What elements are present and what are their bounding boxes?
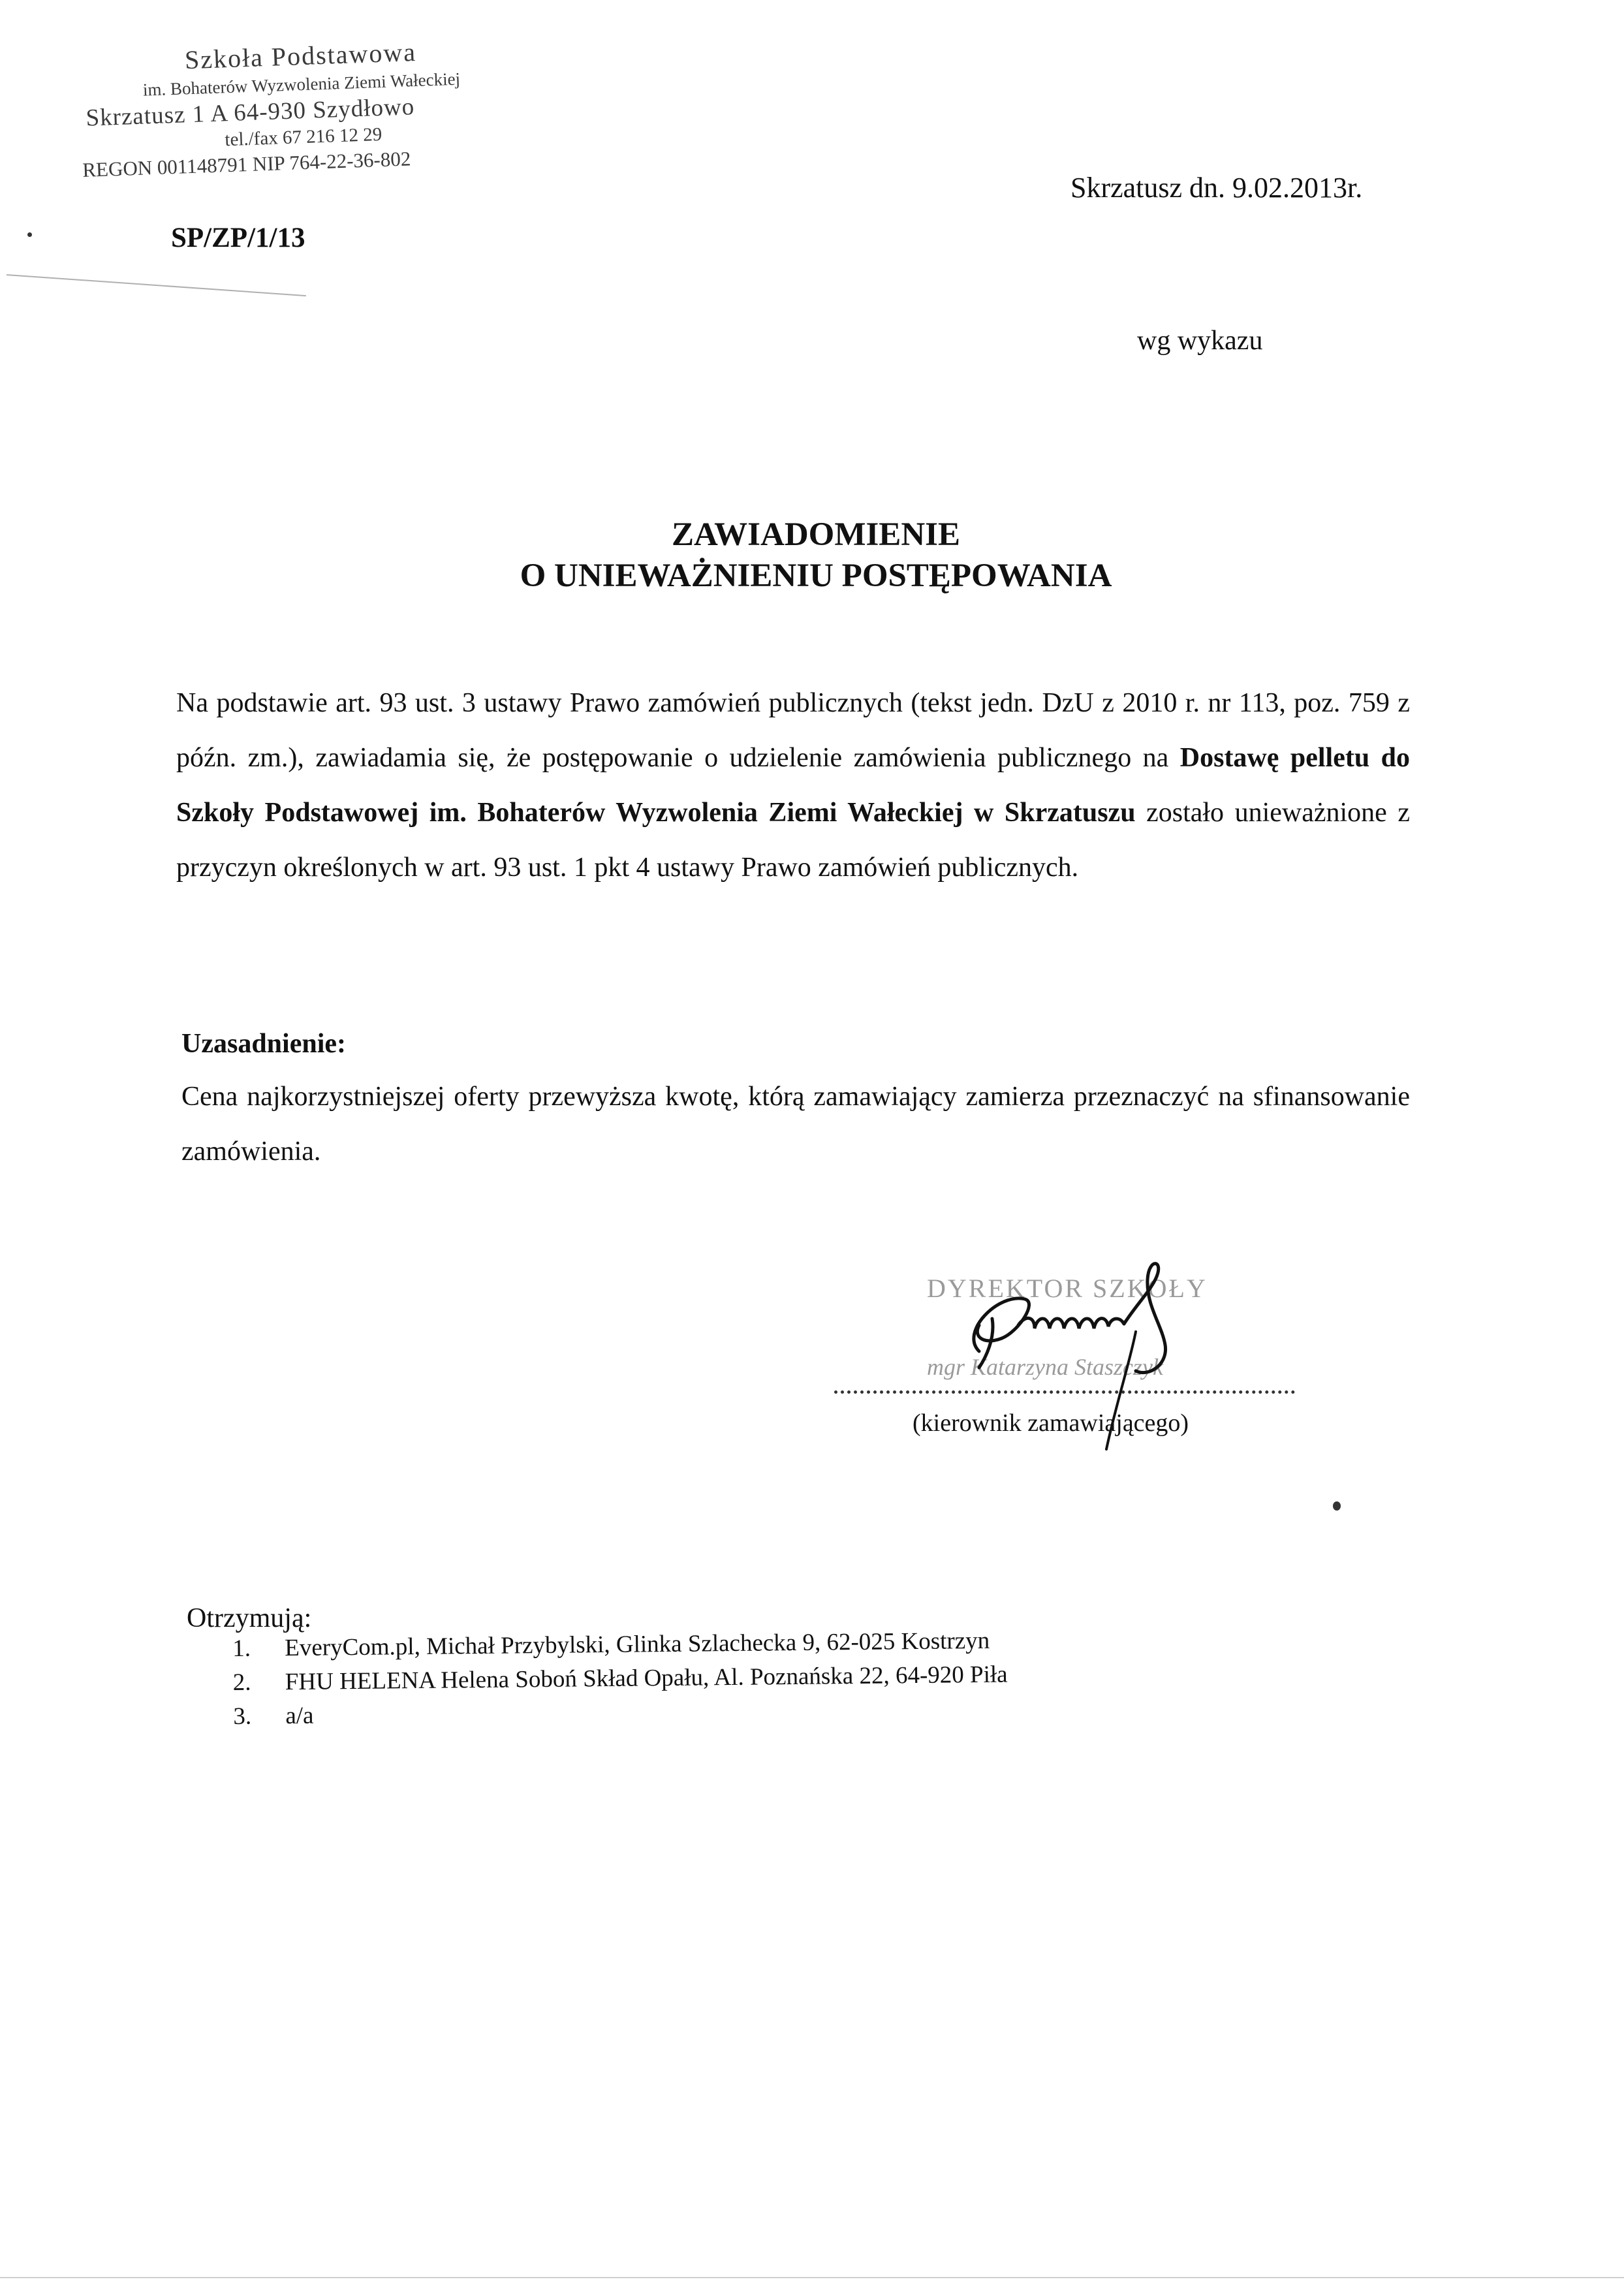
place-and-date: Skrzatusz dn. 9.02.2013r.: [1070, 172, 1363, 204]
signature-stamp-title: DYREKTOR SZKOŁY: [927, 1274, 1208, 1303]
notice-body: [176, 676, 1410, 895]
school-header-stamp: [78, 35, 526, 180]
recipients-note: wg wykazu: [1137, 326, 1263, 356]
stamp-school-name: Szkoła Podstawowa: [184, 37, 417, 75]
stamp-address: Skrzatusz 1 A 64-930 Szydłowo: [85, 93, 415, 132]
notice-body-part1: Na podstawie art. 93 ust. 3 ustawy Prawo zamówień publicznych (tekst jedn. DzU z 2010 r. nr 113, poz. 759 z późn. zm.), zawiadamia się, że postępowanie o udzielenie zamówienia publicznego na: [176, 688, 1410, 773]
scan-artifact-line: [7, 274, 306, 296]
stamp-school-patron: im. Bohaterów Wyzwolenia Ziemi Wałeckiej: [142, 69, 461, 100]
list-item-number: 3.: [233, 1702, 252, 1730]
signature-stamp-name: mgr Katarzyna Staszczyk: [927, 1354, 1163, 1380]
stamp-ids: REGON 001148791 NIP 764-22-36-802: [82, 147, 411, 181]
notice-body-part2: zostało unieważnione z przyczyn określonych w art. 93 ust. 1 pkt 4 ustawy Prawo zamówień publicznych.: [176, 798, 1410, 883]
distribution-list: [232, 1624, 1008, 1734]
scan-bottom-edge: [0, 2277, 1624, 2278]
scan-artifact-dot: [1333, 1501, 1341, 1511]
justification-heading: Uzasadnienie:: [181, 1029, 346, 1059]
scan-artifact-dot: [27, 232, 32, 237]
signature-caption: (kierownik zamawiającego): [913, 1409, 1189, 1437]
document-title-line1: ZAWIADOMIENIE: [671, 516, 961, 553]
list-item-number: 1.: [232, 1635, 251, 1662]
list-item-text: FHU HELENA Helena Soboń Skład Opału, Al. Poznańska 22, 64-920 Piła: [285, 1661, 1008, 1696]
reference-number: SP/ZP/1/13: [171, 223, 305, 253]
document-title-line2: O UNIEWAŻNIENIU POSTĘPOWANIA: [520, 557, 1112, 594]
handwritten-signature: [940, 1253, 1214, 1462]
stamp-phone: tel./fax 67 216 12 29: [224, 123, 383, 151]
list-item-text: EveryCom.pl, Michał Przybylski, Glinka Szlachecka 9, 62-025 Kostrzyn: [285, 1627, 990, 1662]
list-item-number: 2.: [232, 1669, 251, 1696]
list-item-text: a/a: [285, 1702, 314, 1730]
distribution-label: Otrzymują:: [187, 1603, 312, 1633]
justification-text: Cena najkorzystniejszej oferty przewyższa kwotę, którą zamawiający zamierza przeznaczyć na sfinansowanie zamówienia.: [181, 1082, 1410, 1167]
notice-body-subject: Dostawę pelletu do Szkoły Podstawowej im. Bohaterów Wyzwolenia Ziemi Wałeckiej w Skrzatuszu: [176, 743, 1410, 828]
